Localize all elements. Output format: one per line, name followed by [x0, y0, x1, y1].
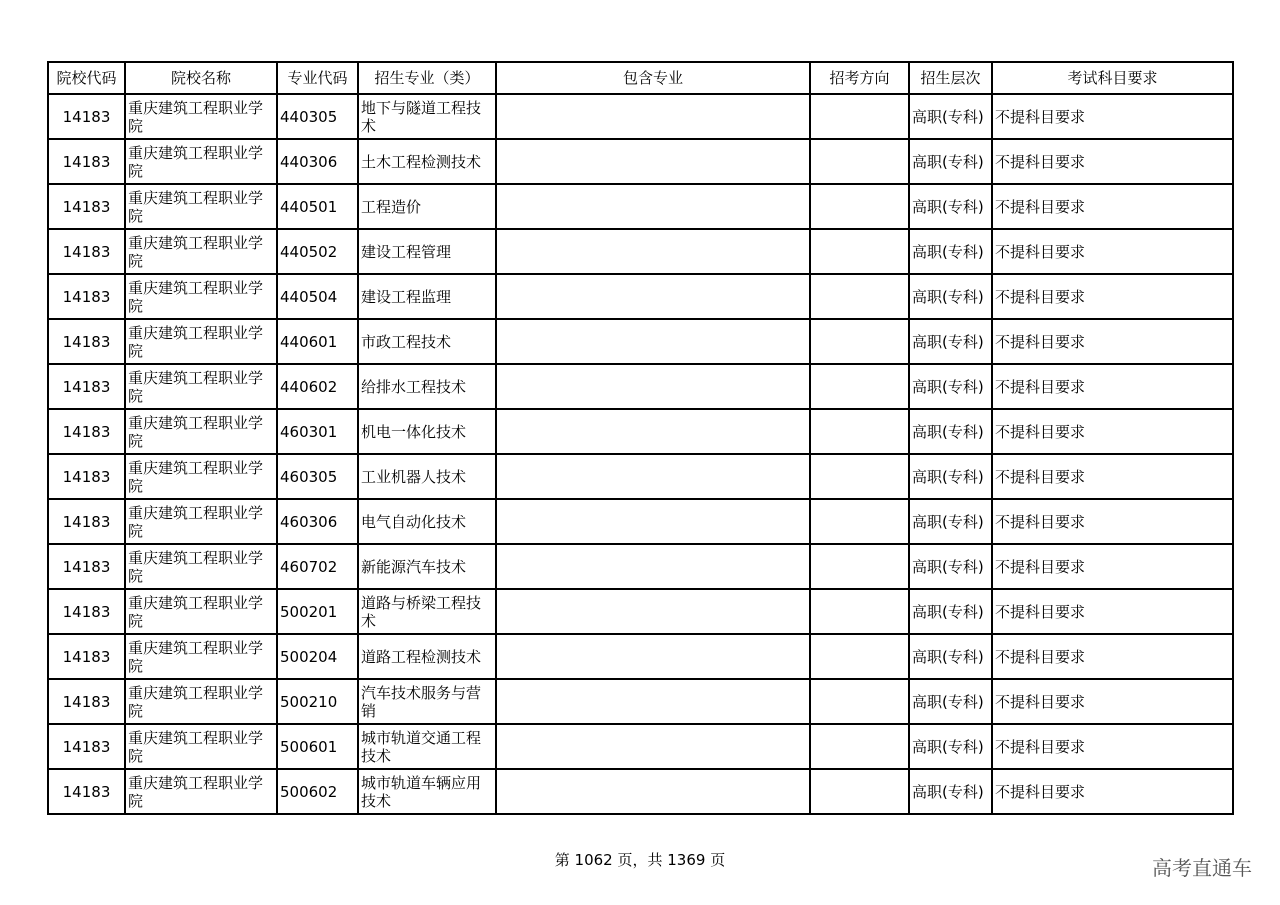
cell-major: 机电一体化技术 [358, 409, 496, 454]
table-row [48, 274, 1233, 319]
cell-level: 高职(专科) [909, 184, 992, 229]
cell-major: 城市轨道车辆应用技术 [358, 769, 496, 814]
cell-major: 新能源汽车技术 [358, 544, 496, 589]
cell-school-name: 重庆建筑工程职业学院 [125, 589, 277, 634]
cell-direction [810, 499, 909, 544]
cell-major-code: 460702 [277, 544, 358, 589]
cell-school-code: 14183 [48, 769, 125, 814]
cell-major: 道路工程检测技术 [358, 634, 496, 679]
cell-level: 高职(专科) [909, 139, 992, 184]
cell-school-name: 重庆建筑工程职业学院 [125, 769, 277, 814]
table-row [48, 499, 1233, 544]
cell-major-code: 440305 [277, 94, 358, 139]
header-level: 招生层次 [909, 62, 992, 94]
cell-level: 高职(专科) [909, 229, 992, 274]
table-row [48, 544, 1233, 589]
cell-major-code: 440501 [277, 184, 358, 229]
table-row [48, 724, 1233, 769]
cell-school-code: 14183 [48, 589, 125, 634]
cell-school-code: 14183 [48, 364, 125, 409]
cell-included-majors [496, 319, 810, 364]
table-row [48, 139, 1233, 184]
cell-school-name: 重庆建筑工程职业学院 [125, 364, 277, 409]
cell-direction [810, 229, 909, 274]
cell-included-majors [496, 634, 810, 679]
cell-direction [810, 769, 909, 814]
header-included-majors: 包含专业 [496, 62, 810, 94]
header-major-code: 专业代码 [277, 62, 358, 94]
watermark: 高考直通车 [1152, 856, 1252, 880]
cell-included-majors [496, 364, 810, 409]
cell-requirement: 不提科目要求 [992, 364, 1233, 409]
cell-school-code: 14183 [48, 679, 125, 724]
cell-major-code: 440601 [277, 319, 358, 364]
cell-school-name: 重庆建筑工程职业学院 [125, 139, 277, 184]
cell-major-code: 500204 [277, 634, 358, 679]
cell-level: 高职(专科) [909, 634, 992, 679]
cell-school-code: 14183 [48, 454, 125, 499]
cell-direction [810, 544, 909, 589]
table-row [48, 94, 1233, 139]
table-row [48, 454, 1233, 499]
cell-school-name: 重庆建筑工程职业学院 [125, 679, 277, 724]
cell-school-code: 14183 [48, 274, 125, 319]
cell-school-code: 14183 [48, 724, 125, 769]
cell-school-name: 重庆建筑工程职业学院 [125, 94, 277, 139]
cell-included-majors [496, 454, 810, 499]
page-number: 第 1062 页，共 1369 页 [554, 851, 726, 869]
cell-school-name: 重庆建筑工程职业学院 [125, 319, 277, 364]
cell-included-majors [496, 184, 810, 229]
cell-requirement: 不提科目要求 [992, 454, 1233, 499]
table-row [48, 364, 1233, 409]
cell-school-name: 重庆建筑工程职业学院 [125, 499, 277, 544]
cell-major-code: 440602 [277, 364, 358, 409]
table-row [48, 409, 1233, 454]
cell-included-majors [496, 94, 810, 139]
cell-direction [810, 409, 909, 454]
cell-major: 道路与桥梁工程技术 [358, 589, 496, 634]
cell-level: 高职(专科) [909, 769, 992, 814]
cell-school-code: 14183 [48, 634, 125, 679]
cell-level: 高职(专科) [909, 319, 992, 364]
table-row [48, 229, 1233, 274]
cell-requirement: 不提科目要求 [992, 229, 1233, 274]
cell-included-majors [496, 724, 810, 769]
cell-school-code: 14183 [48, 139, 125, 184]
cell-direction [810, 634, 909, 679]
cell-requirement: 不提科目要求 [992, 679, 1233, 724]
cell-requirement: 不提科目要求 [992, 589, 1233, 634]
cell-direction [810, 589, 909, 634]
cell-school-code: 14183 [48, 499, 125, 544]
cell-major: 汽车技术服务与营销 [358, 679, 496, 724]
cell-school-name: 重庆建筑工程职业学院 [125, 724, 277, 769]
cell-major: 建设工程管理 [358, 229, 496, 274]
cell-level: 高职(专科) [909, 454, 992, 499]
cell-direction [810, 454, 909, 499]
cell-school-code: 14183 [48, 409, 125, 454]
cell-level: 高职(专科) [909, 499, 992, 544]
cell-level: 高职(专科) [909, 409, 992, 454]
cell-major-code: 500210 [277, 679, 358, 724]
cell-school-code: 14183 [48, 544, 125, 589]
cell-level: 高职(专科) [909, 724, 992, 769]
cell-level: 高职(专科) [909, 274, 992, 319]
cell-included-majors [496, 274, 810, 319]
cell-requirement: 不提科目要求 [992, 634, 1233, 679]
cell-requirement: 不提科目要求 [992, 139, 1233, 184]
cell-included-majors [496, 409, 810, 454]
cell-major-code: 460306 [277, 499, 358, 544]
cell-included-majors [496, 139, 810, 184]
cell-requirement: 不提科目要求 [992, 499, 1233, 544]
cell-major-code: 460301 [277, 409, 358, 454]
table-row [48, 184, 1233, 229]
cell-school-name: 重庆建筑工程职业学院 [125, 274, 277, 319]
cell-direction [810, 274, 909, 319]
cell-major: 土木工程检测技术 [358, 139, 496, 184]
cell-included-majors [496, 499, 810, 544]
cell-major-code: 500601 [277, 724, 358, 769]
cell-school-name: 重庆建筑工程职业学院 [125, 229, 277, 274]
cell-requirement: 不提科目要求 [992, 769, 1233, 814]
header-requirement: 考试科目要求 [992, 62, 1233, 94]
header-row [48, 62, 1233, 94]
cell-major: 给排水工程技术 [358, 364, 496, 409]
cell-direction [810, 139, 909, 184]
header-major: 招生专业（类） [358, 62, 496, 94]
cell-major-code: 440504 [277, 274, 358, 319]
cell-major: 电气自动化技术 [358, 499, 496, 544]
cell-requirement: 不提科目要求 [992, 184, 1233, 229]
table-row [48, 769, 1233, 814]
cell-level: 高职(专科) [909, 589, 992, 634]
cell-major-code: 500602 [277, 769, 358, 814]
cell-included-majors [496, 544, 810, 589]
header-school-name: 院校名称 [125, 62, 277, 94]
cell-major: 市政工程技术 [358, 319, 496, 364]
cell-major: 建设工程监理 [358, 274, 496, 319]
cell-major-code: 500201 [277, 589, 358, 634]
cell-requirement: 不提科目要求 [992, 319, 1233, 364]
cell-direction [810, 319, 909, 364]
table-row [48, 679, 1233, 724]
cell-major-code: 460305 [277, 454, 358, 499]
cell-school-name: 重庆建筑工程职业学院 [125, 544, 277, 589]
cell-school-name: 重庆建筑工程职业学院 [125, 409, 277, 454]
cell-major: 工业机器人技术 [358, 454, 496, 499]
cell-school-name: 重庆建筑工程职业学院 [125, 454, 277, 499]
cell-requirement: 不提科目要求 [992, 724, 1233, 769]
cell-level: 高职(专科) [909, 94, 992, 139]
cell-direction [810, 724, 909, 769]
cell-included-majors [496, 589, 810, 634]
cell-school-name: 重庆建筑工程职业学院 [125, 634, 277, 679]
cell-requirement: 不提科目要求 [992, 274, 1233, 319]
cell-school-name: 重庆建筑工程职业学院 [125, 184, 277, 229]
table-row [48, 319, 1233, 364]
cell-major: 工程造价 [358, 184, 496, 229]
cell-requirement: 不提科目要求 [992, 94, 1233, 139]
cell-level: 高职(专科) [909, 544, 992, 589]
cell-direction [810, 364, 909, 409]
cell-school-code: 14183 [48, 319, 125, 364]
cell-included-majors [496, 769, 810, 814]
cell-level: 高职(专科) [909, 679, 992, 724]
cell-school-code: 14183 [48, 229, 125, 274]
cell-requirement: 不提科目要求 [992, 409, 1233, 454]
cell-included-majors [496, 229, 810, 274]
table-row [48, 589, 1233, 634]
header-school-code: 院校代码 [48, 62, 125, 94]
cell-direction [810, 94, 909, 139]
cell-direction [810, 679, 909, 724]
cell-major-code: 440502 [277, 229, 358, 274]
cell-direction [810, 184, 909, 229]
cell-requirement: 不提科目要求 [992, 544, 1233, 589]
cell-major-code: 440306 [277, 139, 358, 184]
admission-table [47, 61, 1234, 815]
table-row [48, 634, 1233, 679]
cell-school-code: 14183 [48, 94, 125, 139]
cell-school-code: 14183 [48, 184, 125, 229]
cell-major: 城市轨道交通工程技术 [358, 724, 496, 769]
cell-included-majors [496, 679, 810, 724]
cell-major: 地下与隧道工程技术 [358, 94, 496, 139]
cell-level: 高职(专科) [909, 364, 992, 409]
header-direction: 招考方向 [810, 62, 909, 94]
